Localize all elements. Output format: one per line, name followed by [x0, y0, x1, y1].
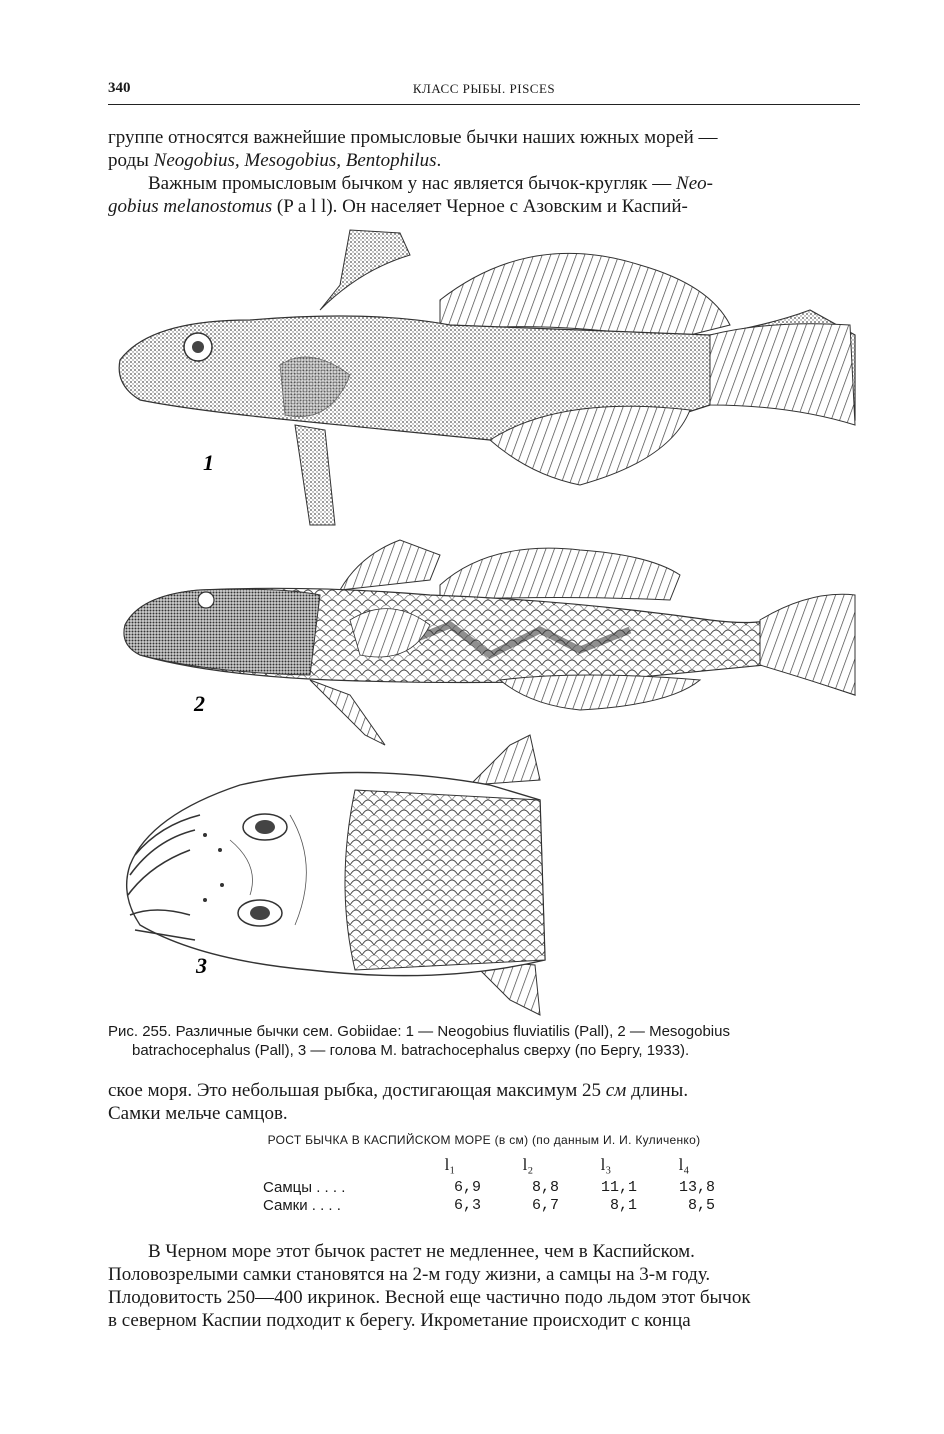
page-header: [108, 78, 860, 105]
genus-names: Neogobius, Mesogobius, Bentophilus: [153, 150, 437, 171]
running-title: КЛАСС РЫБЫ. PISCES: [412, 81, 556, 96]
paragraph-3-line-1: ское моря. Это небольшая рыбка, достигающая максимум 25 см длины.: [108, 1080, 689, 1101]
growth-table: [255, 1152, 723, 1214]
fish-1-drawing: [119, 230, 855, 525]
column-header: l₂: [522, 1155, 534, 1174]
table-row: [255, 1196, 723, 1214]
column-header: l₁: [444, 1155, 456, 1174]
table-cell: 6,3: [453, 1196, 481, 1214]
paragraph-1-line-1: группе относятся важнейшие промысловые бычки наших южных морей —: [108, 127, 718, 148]
fish-illustration: [110, 225, 860, 1020]
figure-255: [110, 225, 860, 1020]
table-row: [255, 1178, 723, 1196]
paragraph-1: [108, 126, 860, 172]
figure-label-2: 2: [194, 691, 205, 716]
column-header: l₄: [678, 1155, 690, 1174]
paragraph-4-line-2: Половозрелыми самки становятся на 2-м году жизни, а самцы на 3-м году.: [108, 1264, 711, 1285]
figure-caption: [108, 1022, 860, 1060]
species-name: gobius melanostomus: [108, 196, 273, 217]
paragraph-2-line-1: Важным промысловым бычком у нас является бычок-кругляк — Neo-: [148, 173, 713, 194]
table-cell: 8,1: [609, 1196, 637, 1214]
fish-2-drawing: [124, 540, 855, 745]
caption-line-1: Рис. 255. Различные бычки сем. Gobiidae: 1 — Neogobius fluviatilis (Pall), 2 — Mesogobius: [108, 1023, 730, 1040]
paragraph-3-line-2: Самки мельче самцов.: [108, 1103, 288, 1124]
table-cell: 6,7: [531, 1196, 559, 1214]
table-cell: 8,5: [687, 1196, 715, 1214]
caption-line-2: batrachocephalus (Pall), 3 — голова M. batrachocephalus сверху (по Бергу, 1933).: [132, 1042, 690, 1059]
row-label: Самцы . . . .: [263, 1178, 346, 1196]
paragraph-4-line-3: Плодовитость 250—400 икринок. Весной еще частично подо льдом этот бычок: [108, 1287, 751, 1308]
figure-label-1: 1: [203, 450, 214, 475]
paragraph-2: [108, 172, 860, 218]
table-title: РОСТ БЫЧКА В КАСПИЙСКОМ МОРЕ (в см) (по данным И. И. Куличенко): [267, 1133, 701, 1147]
table-cell: 6,9: [453, 1178, 481, 1196]
fish-3-drawing: [127, 735, 545, 1015]
row-label: Самки . . . .: [263, 1196, 341, 1214]
figure-label-3: 3: [196, 953, 207, 978]
column-header: l₃: [600, 1155, 612, 1174]
table-header-row: [255, 1152, 723, 1178]
paragraph-4-line-1: В Черном море этот бычок растет не медленнее, чем в Каспийском.: [148, 1241, 695, 1262]
paragraph-2-line-2: gobius melanostomus (P a l l). Он населяет Черное с Азовским и Каспий-: [108, 196, 688, 217]
page-number: 340: [108, 80, 131, 96]
table-cell: 8,8: [531, 1178, 559, 1196]
paragraph-4-line-4: в северном Каспии подходит к берегу. Икрометание происходит с конца: [108, 1310, 691, 1331]
paragraph-1-line-2: роды Neogobius, Mesogobius, Bentophilus.: [108, 150, 442, 171]
table-cell: 11,1: [600, 1178, 637, 1196]
table-cell: 13,8: [678, 1178, 715, 1196]
paragraph-4: [108, 1240, 860, 1332]
paragraph-3: [108, 1079, 860, 1125]
